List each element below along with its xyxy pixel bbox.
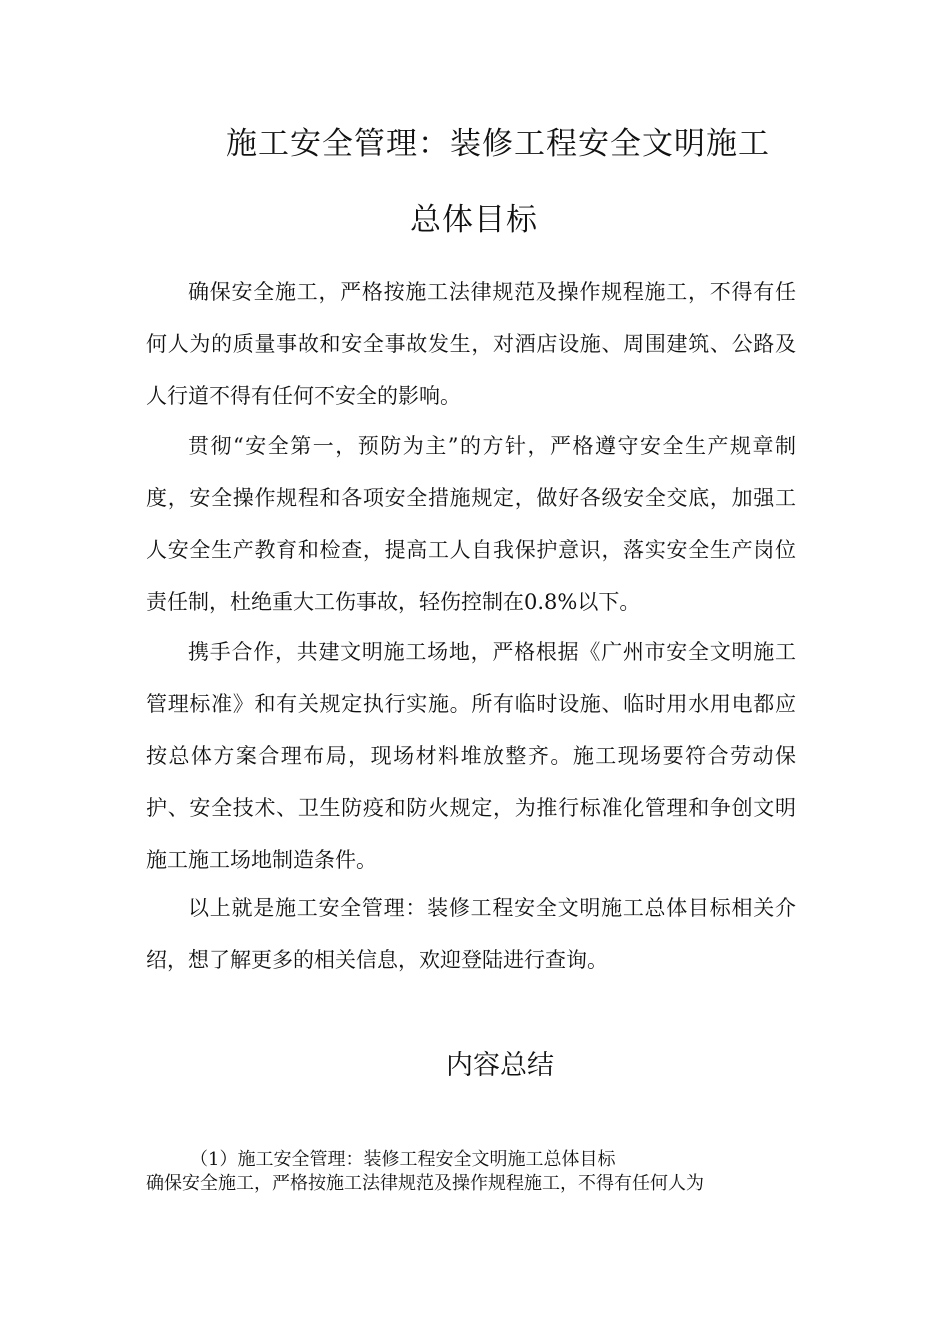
body-paragraph: 贯彻“安全第一，预防为主”的方针，严格遵守安全生产规章制度，安全操作规程和各项安全措施规定，做好各级安全交底，加强工人安全生产教育和检查，提高工人自我保护意识，落实安全生产岗位责任制，杜绝重大工伤事故，轻伤控制在0.8%以下。 xyxy=(146,434,796,614)
summary-item-body: 确保安全施工，严格按施工法律规范及操作规程施工，不得有任何人为 xyxy=(146,1173,704,1194)
body-paragraph: 以上就是施工安全管理：装修工程安全文明施工总体目标相关介绍，想了解更多的相关信息，欢迎登陆进行查询。 xyxy=(146,896,796,972)
document-title-line-2: 总体目标 xyxy=(410,202,538,238)
body-paragraph: 确保安全施工，严格按施工法律规范及操作规程施工，不得有任何人为的质量事故和安全事故发生，对酒店设施、周围建筑、公路及人行道不得有任何不安全的影响。 xyxy=(146,280,796,408)
summary-item-title: （1）施工安全管理：装修工程安全文明施工总体目标 xyxy=(190,1149,616,1170)
body-paragraph: 携手合作，共建文明施工场地，严格根据《广州市安全文明施工管理标准》和有关规定执行实施。所有临时设施、临时用水用电都应按总体方案合理布局，现场材料堆放整齐。施工现场要符合劳动保护、安全技术、卫生防疫和防火规定，为推行标准化管理和争创文明施工施工场地制造条件。 xyxy=(146,640,796,872)
summary-heading: 内容总结 xyxy=(446,1050,554,1081)
document-title-line-1: 施工安全管理：装修工程安全文明施工 xyxy=(226,126,770,162)
